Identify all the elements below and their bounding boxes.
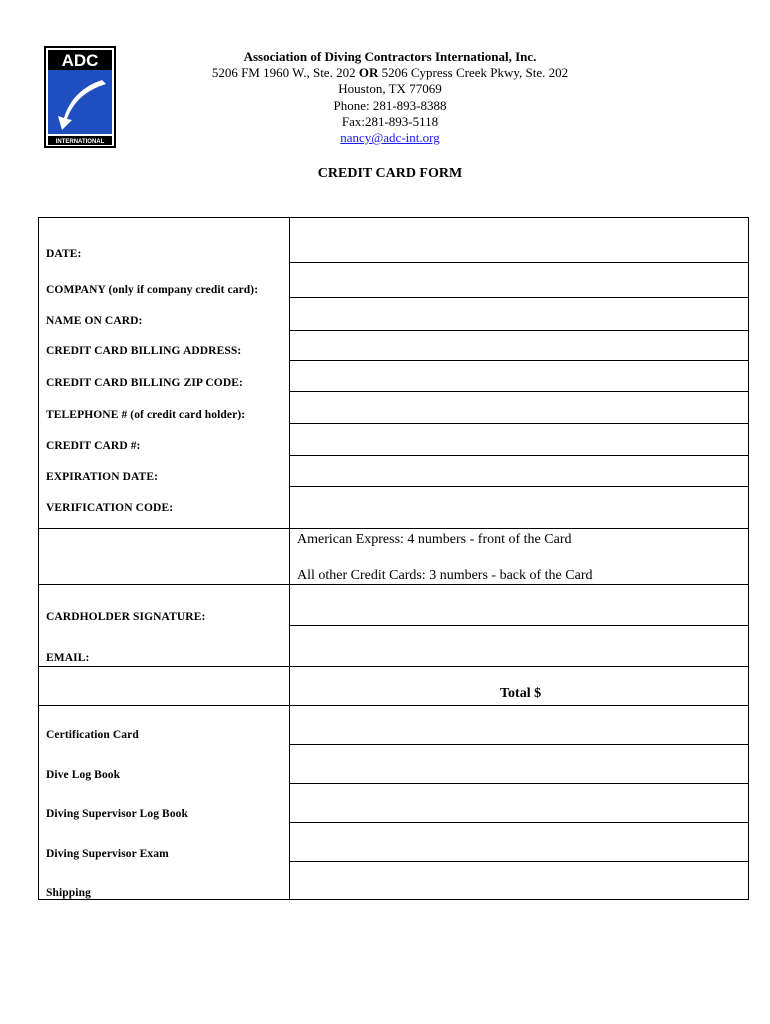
card-number-field[interactable] [292,426,746,452]
address-or: OR [358,65,379,81]
company-label: COMPANY (only if company credit card): [46,284,259,296]
row-divider [38,705,749,706]
row-divider [289,360,749,361]
item-certification-card: Certification Card [46,729,139,741]
expiration-field[interactable] [292,458,746,484]
item-supervisor-log-book: Diving Supervisor Log Book [46,808,189,820]
card-number-label: CREDIT CARD #: [46,440,141,452]
row-divider [38,666,749,667]
item-dive-log-book: Dive Log Book [46,769,121,781]
signature-field[interactable] [292,592,746,618]
item-shipping: Shipping [46,887,91,899]
telephone-field[interactable] [292,394,746,420]
row-divider [289,744,749,745]
email-label: EMAIL: [46,652,90,664]
row-divider [289,455,749,456]
row-divider [289,297,749,298]
row-divider [289,330,749,331]
expiration-label: EXPIRATION DATE: [46,471,159,483]
signature-label: CARDHOLDER SIGNATURE: [46,611,206,623]
row-divider [289,391,749,392]
company-field[interactable] [292,266,746,292]
supervisor-log-book-amount-field[interactable] [292,790,746,816]
verification-label: VERIFICATION CODE: [46,502,174,514]
telephone-label: TELEPHONE # (of credit card holder): [46,409,246,421]
billing-address-label: CREDIT CARD BILLING ADDRESS: [46,345,242,357]
organization-name: Association of Diving Contractors International, Inc. [243,49,537,64]
city-line: Houston, TX 77069 [338,81,442,97]
shipping-amount-field[interactable] [292,868,746,894]
supervisor-exam-amount-field[interactable] [292,829,746,855]
email-field[interactable] [292,633,746,659]
email-link[interactable]: nancy@adc-int.org [340,130,440,146]
svg-text:ADC: ADC [61,51,99,70]
billing-address-field[interactable] [292,332,746,358]
address-part-1: 5206 FM 1960 W., Ste. 202 [211,65,359,81]
name-on-card-label: NAME ON CARD: [46,315,143,327]
address-part-2: 5206 Cypress Creek Pkwy, Ste. 202 [378,65,569,81]
total-label: Total $ [500,686,542,701]
row-divider [289,783,749,784]
billing-zip-label: CREDIT CARD BILLING ZIP CODE: [46,377,243,389]
row-divider [38,584,749,585]
row-divider [289,861,749,862]
billing-zip-field[interactable] [292,363,746,389]
certification-card-amount-field[interactable] [292,712,746,738]
row-divider [289,625,749,626]
name-on-card-field[interactable] [292,300,746,326]
column-divider [289,217,290,900]
form-title: CREDIT CARD FORM [317,166,463,181]
phone-line: Phone: 281-893-8388 [333,97,447,113]
row-divider [289,486,749,487]
item-supervisor-exam: Diving Supervisor Exam [46,848,169,860]
dive-log-book-amount-field[interactable] [292,751,746,777]
amex-note: American Express: 4 numbers - front of the Card [297,532,572,547]
row-divider [289,423,749,424]
row-divider [38,528,749,529]
fax-line: Fax:281-893-5118 [341,113,439,129]
verification-field[interactable] [292,496,746,522]
other-cards-note: All other Credit Cards: 3 numbers - back of the Card [297,568,593,583]
svg-text:INTERNATIONAL: INTERNATIONAL [55,139,105,145]
row-divider [289,822,749,823]
date-field[interactable] [292,232,746,258]
letterhead [160,49,620,146]
row-divider [289,262,749,263]
address-line [160,65,620,81]
adc-logo [44,46,116,148]
date-label: DATE: [46,248,82,260]
